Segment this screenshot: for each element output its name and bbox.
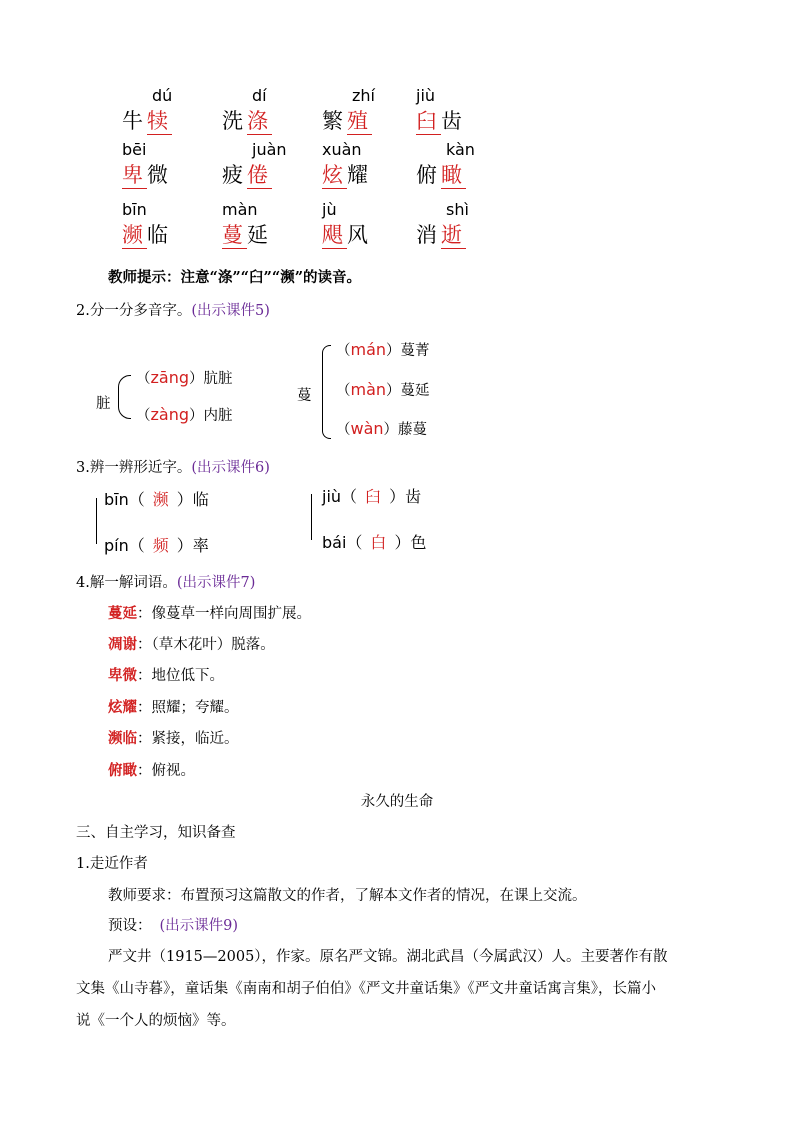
word-line: [222, 105, 272, 135]
polyphone-item: （zàng）内脏: [136, 405, 233, 424]
preset-label: 预设：: [108, 918, 152, 934]
suffix-char: 临: [192, 490, 209, 509]
answer-char: 臼: [365, 487, 382, 506]
section4-courseware-tag: (出示课件7): [176, 575, 256, 591]
word-line: [222, 159, 287, 189]
word-line: [322, 219, 372, 249]
target-char: 蔓: [222, 223, 247, 247]
pinyin-word-cell: [222, 200, 272, 249]
part3-heading: 三、自主学习，知识备查: [76, 825, 236, 841]
pinyin: jiù: [322, 487, 342, 506]
vocab-definition: ：照耀；夸耀。: [137, 700, 239, 716]
vocab-item: [108, 696, 239, 717]
target-char: 瞰: [441, 163, 466, 187]
pinyin-word-cell: [222, 86, 272, 135]
similar-char-item: pín（ 频 ）率: [104, 536, 209, 555]
plain-char: 洗: [222, 109, 247, 133]
suffix-char: 率: [192, 536, 209, 555]
pinyin: pín: [104, 536, 129, 555]
answer-char: 濒: [152, 490, 169, 509]
vocab-item: [108, 602, 311, 623]
vocab-term: 凋谢: [108, 636, 137, 653]
pinyin-word-cell: [416, 86, 466, 135]
vocab-item: [108, 727, 239, 748]
teacher-tip: 教师提示：注意“涤”“臼”“濒”的读音。: [108, 269, 362, 286]
pinyin-word-cell: [322, 140, 372, 189]
pinyin-label: dí: [252, 86, 267, 105]
section3-courseware-tag: (出示课件6): [191, 460, 270, 476]
section4-heading-text: 4.解一解词语。: [76, 575, 177, 591]
plain-char: 耀: [347, 163, 372, 187]
pinyin-label: bēi: [122, 140, 147, 159]
polyphone-char-zang: 脏: [96, 396, 111, 412]
target-char: 飓: [322, 223, 347, 247]
polyphone-item: （zāng）肮脏: [136, 368, 233, 387]
word-line: [222, 219, 272, 249]
vocab-item: [108, 664, 224, 685]
subsection-heading: 1.走近作者: [76, 856, 148, 872]
plain-char: 风: [347, 223, 372, 247]
pinyin-label: màn: [222, 200, 258, 219]
vocab-definition: ：紧接，临近。: [137, 731, 239, 747]
example-word: 藤蔓: [398, 422, 428, 438]
target-char: 殖: [347, 109, 372, 133]
pinyin-label: shì: [446, 200, 469, 219]
plain-char: 消: [416, 223, 441, 247]
vocab-term: 炫耀: [108, 699, 137, 716]
pinyin-label: zhí: [352, 86, 375, 105]
target-char: 卑: [122, 163, 147, 187]
preset-courseware-tag: (出示课件9): [159, 918, 239, 934]
pinyin: bīn: [104, 490, 129, 509]
similar-char-item: bái（ 白 ）色: [322, 533, 427, 552]
author-bio-line: 文集《山寺暮》，童话集《南南和胡子伯伯》《严文井童话集》《严文井童话寓言集》，长篇小: [76, 981, 656, 997]
pinyin-word-cell: [122, 86, 172, 135]
example-word: 蔓延: [400, 383, 430, 399]
pinyin-word-cell: [322, 200, 372, 249]
vocab-definition: ：俯视。: [137, 763, 195, 779]
vocab-definition: ：（草木花叶）脱落。: [137, 637, 275, 653]
plain-char: 牛: [122, 109, 147, 133]
pinyin-label: jiù: [416, 86, 436, 105]
pinyin-answer: màn: [350, 380, 387, 399]
pinyin-word-cell: [416, 140, 475, 189]
pinyin-label: dú: [152, 86, 173, 105]
pinyin-word-cell: [122, 140, 172, 189]
word-line: [416, 159, 475, 189]
section2-courseware-tag: (出示课件5): [191, 303, 270, 319]
section4-heading: [76, 571, 255, 592]
author-bio-line: 严文井（1915—2005），作家。原名严文锦。湖北武昌（今属武汉）人。主要著作有散: [108, 949, 668, 965]
pinyin-word-cell: [122, 200, 172, 249]
section3-heading: [76, 456, 270, 477]
polyphone-item: （mán）蔓菁: [336, 340, 430, 359]
teacher-requirement: 教师要求：布置预习这篇散文的作者，了解本文作者的情况，在课上交流。: [108, 888, 587, 904]
pinyin-word-cell: [222, 140, 287, 189]
word-line: [322, 159, 372, 189]
vocab-term: 卑微: [108, 667, 137, 684]
section2-heading: [76, 299, 270, 320]
vocab-definition: ：像蔓草一样向周围扩展。: [137, 606, 311, 622]
pinyin-label: bīn: [122, 200, 147, 219]
target-char: 涤: [247, 109, 272, 133]
group-bracket: [311, 494, 312, 540]
pinyin-answer: mán: [350, 340, 387, 359]
example-word: 内脏: [203, 408, 233, 424]
word-line: [322, 105, 375, 135]
vocab-definition: ：地位低下。: [137, 668, 224, 684]
plain-char: 微: [147, 163, 172, 187]
pinyin-label: kàn: [446, 140, 475, 159]
vocab-term: 俯瞰: [108, 762, 137, 779]
target-char: 炫: [322, 163, 347, 187]
brace-left: [118, 375, 131, 419]
pinyin-answer: zàng: [150, 405, 189, 424]
target-char: 逝: [441, 223, 466, 247]
plain-char: 俯: [416, 163, 441, 187]
target-char: 臼: [416, 109, 441, 133]
example-word: 蔓菁: [400, 343, 430, 359]
polyphone-item: （màn）蔓延: [336, 380, 430, 399]
pinyin-answer: wàn: [350, 419, 384, 438]
plain-char: 繁: [322, 109, 347, 133]
section3-heading-text: 3.辨一辨形近字。: [76, 460, 192, 476]
author-bio-line: 说《一个人的烦恼》等。: [76, 1013, 236, 1029]
suffix-char: 齿: [405, 487, 422, 506]
word-line: [122, 219, 172, 249]
vocab-term: 蔓延: [108, 605, 137, 622]
plain-char: 延: [247, 223, 272, 247]
pinyin-label: juàn: [252, 140, 287, 159]
vocab-term: 濒临: [108, 730, 137, 747]
plain-char: 临: [147, 223, 172, 247]
word-line: [122, 159, 172, 189]
group-bracket: [96, 498, 97, 544]
word-line: [416, 105, 466, 135]
vocab-item: [108, 633, 275, 654]
similar-char-item: jiù（ 臼 ）齿: [322, 487, 422, 506]
section2-heading-text: 2.分一分多音字。: [76, 303, 192, 319]
plain-char: 疲: [222, 163, 247, 187]
pinyin-answer: zāng: [150, 368, 189, 387]
polyphone-item: （wàn）藤蔓: [336, 419, 428, 438]
vocab-item: [108, 759, 195, 780]
pinyin-word-cell: [416, 200, 469, 249]
polyphone-char-man: 蔓: [297, 388, 312, 404]
target-char: 濒: [122, 223, 147, 247]
target-char: 犊: [147, 109, 172, 133]
word-line: [122, 105, 172, 135]
word-line: [416, 219, 469, 249]
lesson-title: 永久的生命: [360, 794, 434, 810]
pinyin-word-cell: [322, 86, 375, 135]
target-char: 倦: [247, 163, 272, 187]
similar-char-item: bīn（ 濒 ）临: [104, 490, 209, 509]
example-word: 肮脏: [203, 371, 233, 387]
plain-char: 齿: [441, 109, 466, 133]
suffix-char: 色: [410, 533, 427, 552]
answer-char: 频: [152, 536, 169, 555]
pinyin-label: jù: [322, 200, 337, 219]
brace-left: [322, 345, 331, 439]
answer-char: 白: [370, 533, 387, 552]
pinyin-label: xuàn: [322, 140, 362, 159]
preset-line: [108, 914, 238, 935]
pinyin: bái: [322, 533, 347, 552]
